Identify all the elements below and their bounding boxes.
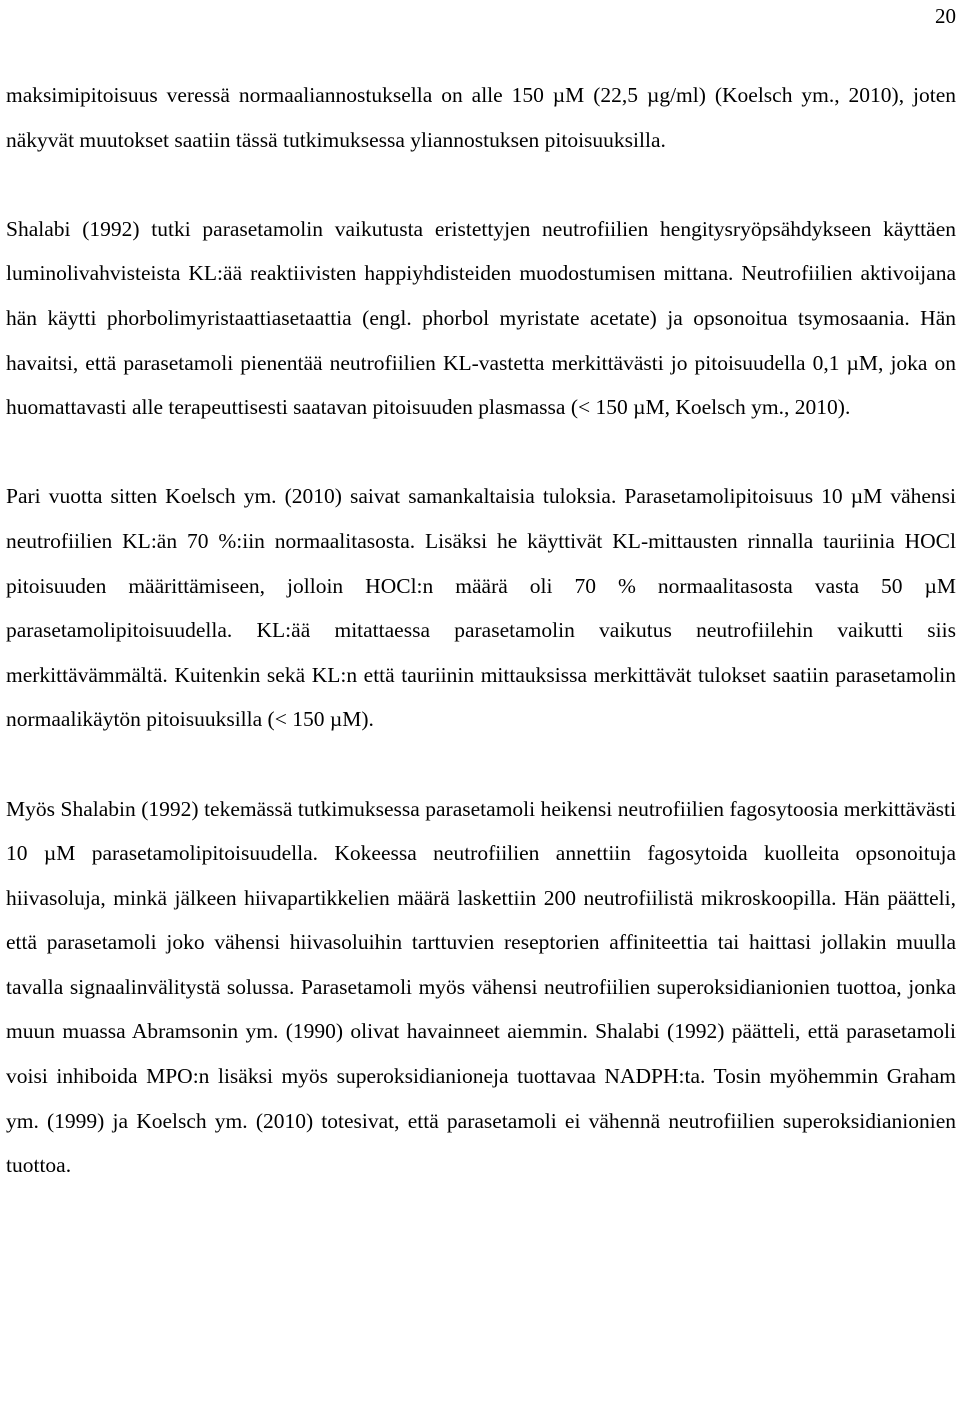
paragraph-shalabi-respiratory-burst: Shalabi (1992) tutki parasetamolin vaikutusta eristettyjen neutrofiilien hengitysryöpsähdykseen käyttäen luminolivahvisteista KL:ää reaktiivisten happiyhdisteiden muodostumisen mittana. Neutrofiilien aktivoijana hän käytti phorbolimyristaattiasetaattia (engl. phorbol myristate acetate) ja opsonoitua tsymosaania. Hän havaitsi, että parasetamoli pienentää neutrofiilien KL-vastetta merkittävästi jo pitoisuudella 0,1 µM, joka on huomattavasti alle terapeuttisesti saatavan pitoisuuden plasmassa (< 150 µM, Koelsch ym., 2010). [6,216,956,420]
paragraph-shalabi-phagocytosis: Myös Shalabin (1992) tekemässä tutkimuksessa parasetamoli heikensi neutrofiilien fagosytoosia merkittävästi 10 µM parasetamolipitoisuudella. Kokeessa neutrofiilien annettiin fagosytoida kuolleita opsonoituja hiivasoluja, minkä jälkeen hiivapartikkelien määrä laskettiin 200 neutrofiilistä mikroskoopilla. Hän päätteli, että parasetamoli joko vähensi hiivasoluihin tarttuvien reseptorien affiniteettia tai haittasi jollakin muulla tavalla signaalinvälitystä solussa. Parasetamoli myös vähensi neutrofiilien superoksidianionien tuottoa, jonka muun muassa Abramsonin ym. (1990) olivat havainneet aiemmin. Shalabi (1992) päätteli, että parasetamoli voisi inhiboida MPO:n lisäksi myös superoksidianioneja tuottavaa NADPH:ta. Tosin myöhemmin Graham ym. (1999) ja Koelsch ym. (2010) totesivat, että parasetamoli ei vähennä neutrofiilien superoksidianionien tuottoa. [6,796,956,1178]
page-number: 20 [935,4,956,28]
paragraph-koelsch-results: Pari vuotta sitten Koelsch ym. (2010) saivat samankaltaisia tuloksia. Parasetamolipitoisuus 10 µM vähensi neutrofiilien KL:än 70 %:iin normaalitasosta. Lisäksi he käyttivät KL-mittausten rinnalla tauriinia HOCl pitoisuuden määrittämiseen, jolloin HOCl:n määrä oli 70 % normaalitasosta vasta 50 µM parasetamolipitoisuudella. KL:ää mitattaessa parasetamolin vaikutus neutrofiilehin vaikutti siis merkittävämmältä. Kuitenkin sekä KL:n että tauriinin mittauksissa merkittävät tulokset saatiin parasetamolin normaalikäytön pitoisuuksilla (< 150 µM). [6,484,956,732]
document-body [6,73,956,1188]
paragraph-max-concentration: maksimipitoisuus veressä normaaliannostuksella on alle 150 µM (22,5 µg/ml) (Koelsch ym., 2010), joten näkyvät muutokset saatiin tässä tutkimuksessa yliannostuksen pitoisuuksilla. [6,83,956,152]
